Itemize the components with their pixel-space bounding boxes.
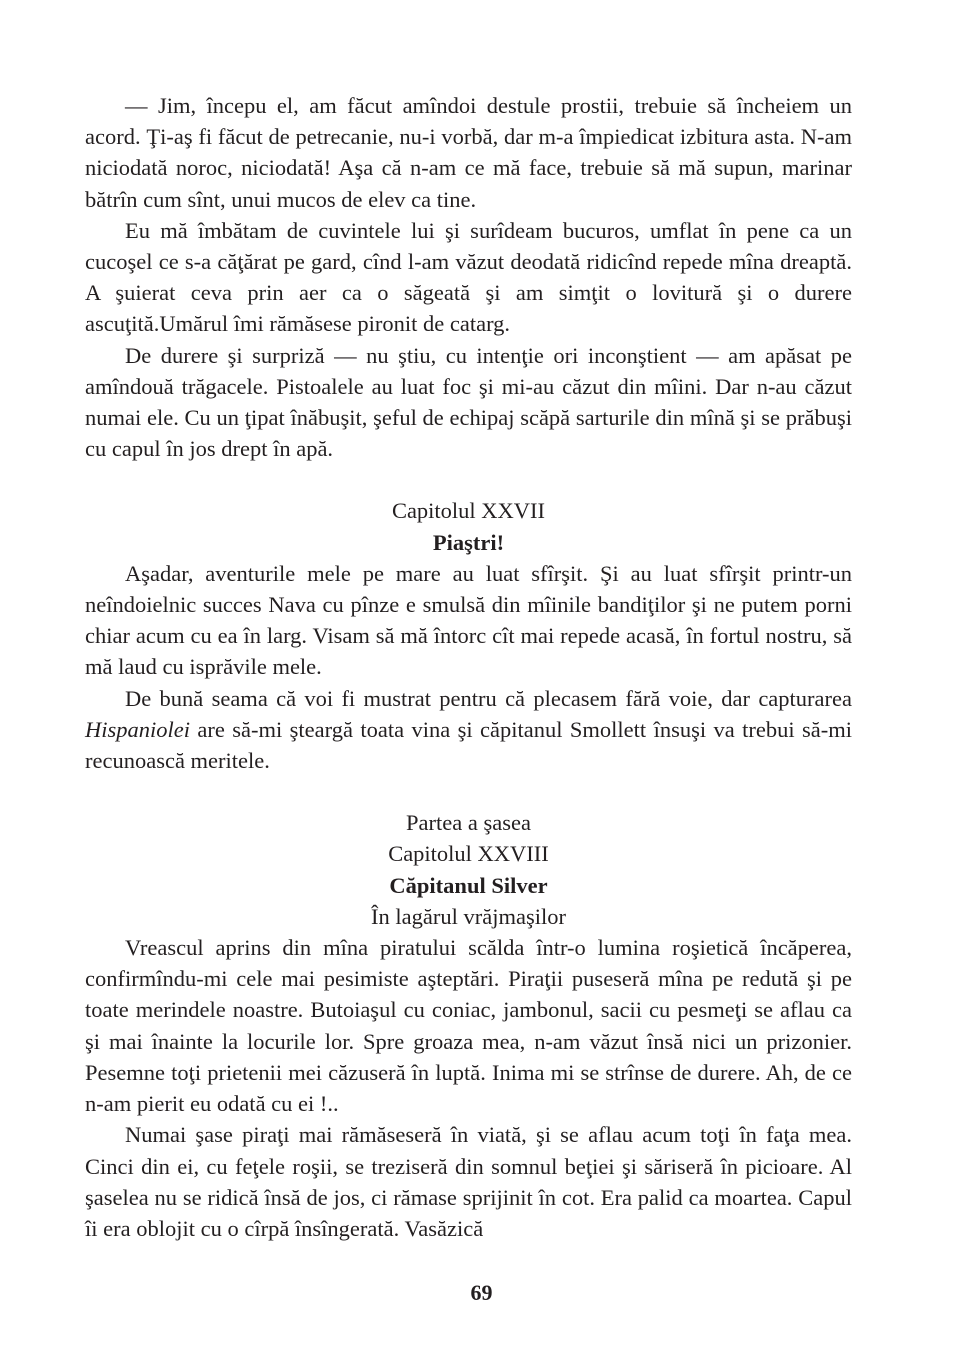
part-heading: Partea a şasea — [406, 810, 531, 836]
paragraph: Aşadar, aventurile mele pe mare au luat sfîrşit. Şi au luat sfîrşit printr-un neîndoielnic succes Nava cu pînze e smulsă din mîinile bandiţilor şi ne putem porni chiar acum cu ea în larg. Visam să mă întorc cît mai repede acasă, în fortul nostru, să mă laud cu isprăvile mele. — [85, 560, 852, 680]
paragraph: Numai şase piraţi mai rămăseseră în viată, şi se aflau acum toţi în faţa mea. Cinci din ei, cu feţele roşii, se treziseră din somnul beţiei şi săriseră în picioare. Al şaselea nu se ridică însă de jos, ci rămase sprijinit în cot. Era palid ca moartea. Capul îi era oblojit cu o cîrpă însîngerată. Vasăzică — [85, 1122, 852, 1241]
paragraph: Vreascul aprins din mîna piratului scălda într-o lumina roşietică încăperea, confirmîndu-mi cele mai pesimiste aşteptări. Piraţii puseseră mîna pe redută şi pe toate merindele noastre. Butoiaşul cu coniac, jambonul, sacii cu pesmeţi se aflau ca şi mai înainte la locurile lor. Spre groaza mea, n-am văzut însă nici un prizonier. Pesemne toţi prietenii mei căzuseră în luptă. Inima mi se strînse de durere. Ah, de ce n-am pierit eu odată cu ei !.. — [85, 935, 852, 1117]
paragraph — [85, 683, 852, 777]
page-body — [85, 90, 852, 1244]
chapter-heading: Capitolul XXVIII — [388, 841, 549, 867]
chapter-title: Căpitanul Silver — [389, 872, 548, 898]
italic-ship-name: Hispaniolei — [85, 716, 190, 742]
text-run: are să-mi şteargă toata vina şi căpitanul Smollett însuşi va trebui să-mi recunoască meritele. — [85, 716, 852, 774]
paragraph: — Jim, începu el, am făcut amîndoi destule prostii, trebuie să încheiem un acord. Ţi-aş fi făcut de petrecanie, nu-i vorbă, dar m-a împiedicat izbitura asta. N-am niciodată noroc, niciodată! Aşa că n-am ce mă face, trebuie să mă supun, marinar bătrîn cum sînt, unui mucos de elev ca tine. — [85, 93, 852, 212]
paragraph: Eu mă îmbătam de cuvintele lui şi surîdeam bucuros, umflat în pene ca un cucoşel ce s-a căţărat pe gard, cînd l-am văzut deodată ridicînd repede mîna dreaptă. A şuierat ceva prin aer ca o săgeată şi am simţit o lovitură şi o durere ascuţită.Umărul îmi rămăsese pironit de catarg. — [85, 217, 852, 337]
chapter-heading: Capitolul XXVII — [391, 498, 546, 524]
chapter-subtitle: În lagărul vrăjmaşilor — [371, 903, 566, 929]
chapter-title: Piaştri! — [432, 529, 505, 555]
page-number: 69 — [470, 1280, 493, 1305]
text-run: De bună seama că voi fi mustrat pentru că plecasem fără voie, dar capturarea — [125, 685, 852, 711]
paragraph: De durere şi surpriză — nu ştiu, cu intenţie ori inconştient — am apăsat pe amîndouă trăgacele. Pistoalele au luat foc şi mi-au căzut din mîini. Dar n-au căzut numai ele. Cu un ţipat înăbuşit, şeful de echipaj scăpă sarturile din mînă şi se prăbuşi cu capul în jos drept în apă. — [85, 342, 852, 462]
